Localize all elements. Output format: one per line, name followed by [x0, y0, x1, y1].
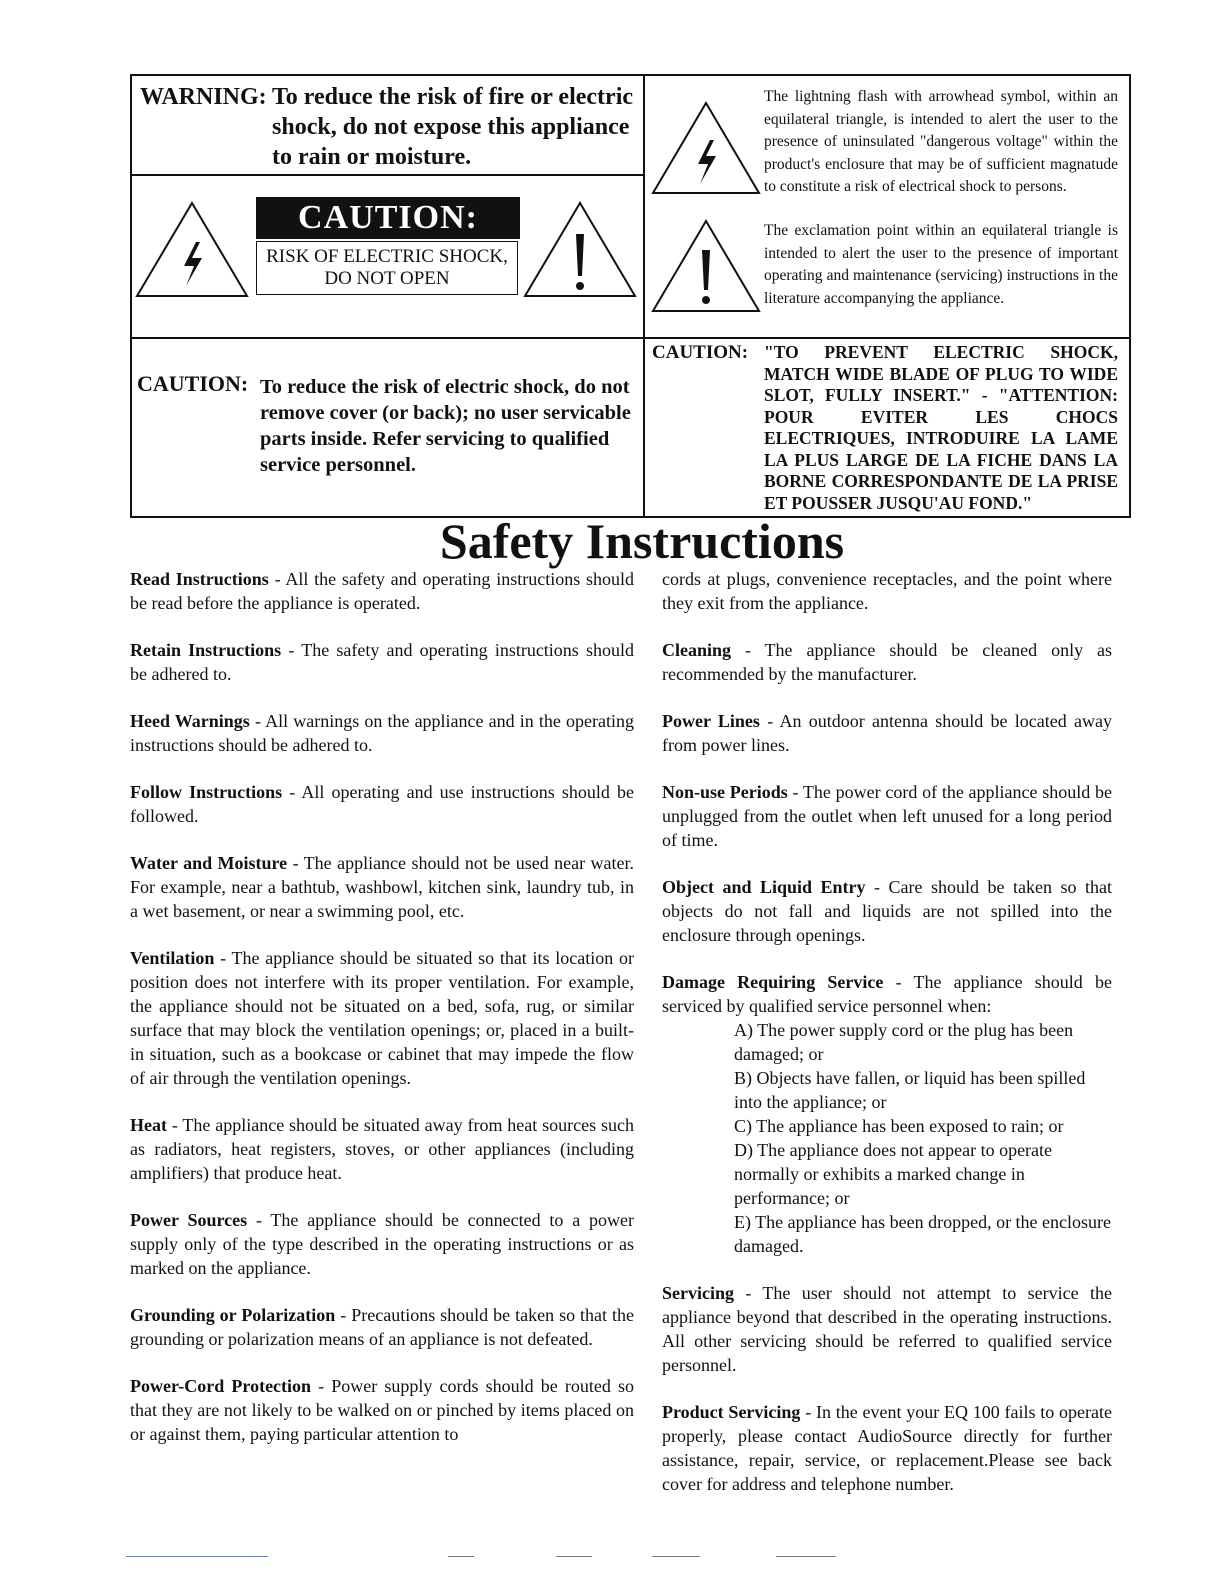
cover-caution-label: CAUTION: — [137, 371, 249, 396]
damage-condition: A) The power supply cord or the plug has been damaged; or — [734, 1020, 1074, 1064]
instruction-heading: Heed Warnings — [130, 711, 250, 731]
instruction-item — [662, 638, 1112, 686]
instruction-text: - The appliance should be serviced by qualified service personnel when: — [662, 972, 1112, 1016]
instruction-item — [130, 1208, 634, 1280]
page-title: Safety Instructions — [439, 513, 845, 569]
plug-caution-text: "TO PREVENT ELECTRIC SHOCK, MATCH WIDE BLADE OF PLUG TO WIDE SLOT, FULLY INSERT." - "ATTENTION: POUR EVITER LES CHOCS ELECTRIQUES, INTRODUIRE LA LAME LA PLUS LARGE DE LA FICHE DANS LA BORNE CORRESPONDANTE DE LA PRISE ET POUSSER JUSQU'AU FOND." — [764, 342, 1118, 513]
instruction-item — [130, 709, 634, 757]
footer-rule — [556, 1556, 592, 1557]
exclamation-explanation: The exclamation point within an equilateral triangle is intended to alert the user to the presence of important operating and maintenance (servicing) instructions in the literature accompanying the appliance. — [764, 222, 1118, 307]
instruction-heading: Ventilation — [130, 948, 215, 968]
instruction-heading: Heat — [130, 1115, 167, 1135]
caution-banner: CAUTION: — [256, 197, 520, 239]
instruction-text: - All operating and use instructions should be followed. — [130, 782, 635, 826]
instruction-item — [662, 1281, 1112, 1377]
instruction-heading: Read Instructions — [130, 569, 269, 589]
instruction-item — [130, 638, 634, 686]
exclamation-symbol-icon — [650, 218, 762, 314]
instruction-item — [130, 567, 634, 615]
instruction-item — [130, 780, 634, 828]
left-column — [130, 567, 634, 1446]
instruction-text: - The appliance should be situated so that its location or position does not interfere with its proper ventilation. For example, the appliance should not be situated on a bed, sofa, rug, or similar surface that may block the ventilation openings; or, placed in a built-in situation, such as a bookcase or cabinet that may impede the flow of air through the ventilation openings. — [130, 948, 634, 1088]
footer-rule — [448, 1556, 474, 1557]
caution-subtitle — [256, 241, 518, 295]
instruction-text: - The power cord of the appliance should be unplugged from the outlet when left unused for a long period of time. — [662, 782, 1113, 850]
caution-line-2: DO NOT OPEN — [324, 268, 450, 289]
instruction-text: - In the event your EQ 100 fails to operate properly, please contact AudioSource directly for further assistance, repair, service, or replacement.Please see back cover for address and telephone number. — [662, 1402, 1113, 1494]
instruction-heading: Power Sources — [130, 1210, 248, 1230]
instruction-item — [662, 970, 1112, 1018]
instruction-item — [130, 1113, 634, 1185]
instruction-item — [130, 851, 634, 923]
instruction-continuation: cords at plugs, convenience receptacles, and the point where they exit from the appliance. — [662, 569, 1112, 613]
lightning-symbol-icon — [650, 100, 762, 196]
instruction-text: - The appliance should be situated away from heat sources such as radiators, heat registers, stoves, or other appliances (including amplifiers) that produce heat. — [130, 1115, 634, 1183]
lightning-explanation: The lightning flash with arrowhead symbol, within an equilateral triangle, is intended to alert the user to the presence of uninsulated "dangerous voltage" within the product's enclosure that may be of sufficient magnatude to constitute a risk of electrical shock to persons. — [764, 88, 1118, 195]
caution-line-1: RISK OF ELECTRIC SHOCK, — [266, 246, 508, 267]
instruction-heading: Cleaning — [662, 640, 732, 660]
warning-block — [140, 82, 642, 172]
plug-caution-label: CAUTION: — [652, 342, 749, 363]
footer-rule — [652, 1556, 700, 1557]
instruction-text: - The appliance should be cleaned only as recommended by the manufacturer. — [662, 640, 1112, 684]
instruction-heading: Non-use Periods — [662, 782, 788, 802]
instruction-item — [662, 780, 1112, 852]
instruction-text: - All warnings on the appliance and in the operating instructions should be adhered to. — [130, 711, 634, 755]
panel-divider-vertical — [643, 74, 645, 518]
instruction-item — [662, 875, 1112, 947]
panel-divider-left-2 — [130, 337, 644, 339]
instruction-heading: Water and Moisture — [130, 853, 288, 873]
damage-condition: D) The appliance does not appear to operate normally or exhibits a marked change in performance; or — [734, 1140, 1053, 1208]
instruction-text: - The safety and operating instructions should be adhered to. — [130, 640, 634, 684]
damage-condition: C) The appliance has been exposed to rain; or — [734, 1116, 1064, 1136]
exclamation-triangle-icon — [522, 200, 638, 298]
instruction-text: - The user should not attempt to service the appliance beyond that described in the operating instructions. All other servicing should be referred to qualified service personnel. — [662, 1283, 1112, 1375]
instruction-text: - Power supply cords should be routed so that they are not likely to be walked on or pinched by items placed on or against them, paying particular attention to — [130, 1376, 635, 1444]
instruction-text: - The appliance should not be used near water. For example, near a bathtub, washbowl, kitchen sink, laundry tub, in a wet basement, or near a swimming pool, etc. — [130, 853, 634, 921]
cover-caution-text: To reduce the risk of electric shock, do not remove cover (or back); no user servicable parts inside. Refer servicing to qualified service personnel. — [260, 376, 631, 476]
instruction-heading: Power Lines — [662, 711, 760, 731]
damage-condition: E) The appliance has been dropped, or the enclosure damaged. — [734, 1212, 1112, 1256]
footer-rule — [776, 1556, 836, 1557]
instruction-text: - An outdoor antenna should be located away from power lines. — [662, 711, 1112, 755]
instruction-text: - Precautions should be taken so that the grounding or polarization means of an appliance is not defeated. — [130, 1305, 634, 1349]
footer-rule — [126, 1556, 268, 1557]
instruction-text: - The appliance should be connected to a power supply only of the type described in the operating instructions or as marked on the appliance. — [130, 1210, 634, 1278]
instruction-heading: Power-Cord Protection — [130, 1376, 312, 1396]
instruction-heading: Follow Instructions — [130, 782, 283, 802]
instruction-heading: Retain Instructions — [130, 640, 282, 660]
instruction-heading: Object and Liquid Entry — [662, 877, 866, 897]
instruction-text: - Care should be taken so that objects do not fall and liquids are not spilled into the enclosure through openings. — [662, 877, 1112, 945]
lightning-triangle-icon — [134, 200, 250, 298]
instruction-heading: Grounding or Polarization — [130, 1305, 336, 1325]
right-column — [662, 567, 1112, 1496]
instruction-item — [662, 709, 1112, 757]
instruction-heading: Damage Requiring Service — [662, 972, 884, 992]
instruction-heading: Product Servicing — [662, 1402, 801, 1422]
damage-condition: B) Objects have fallen, or liquid has been spilled into the appliance; or — [734, 1068, 1086, 1112]
instruction-text: - All the safety and operating instructions should be read before the appliance is operated. — [130, 569, 634, 613]
instruction-heading: Servicing — [662, 1283, 734, 1303]
instruction-item — [130, 1374, 634, 1446]
panel-divider-right — [643, 337, 1131, 339]
warning-text: To reduce the risk of fire or electric shock, do not expose this appliance to rain or moisture. — [272, 84, 634, 170]
instruction-item — [130, 946, 634, 1090]
instruction-item — [662, 1400, 1112, 1496]
instruction-item — [130, 1303, 634, 1351]
warning-label: WARNING: — [140, 84, 267, 110]
panel-divider-left-1 — [130, 174, 644, 176]
